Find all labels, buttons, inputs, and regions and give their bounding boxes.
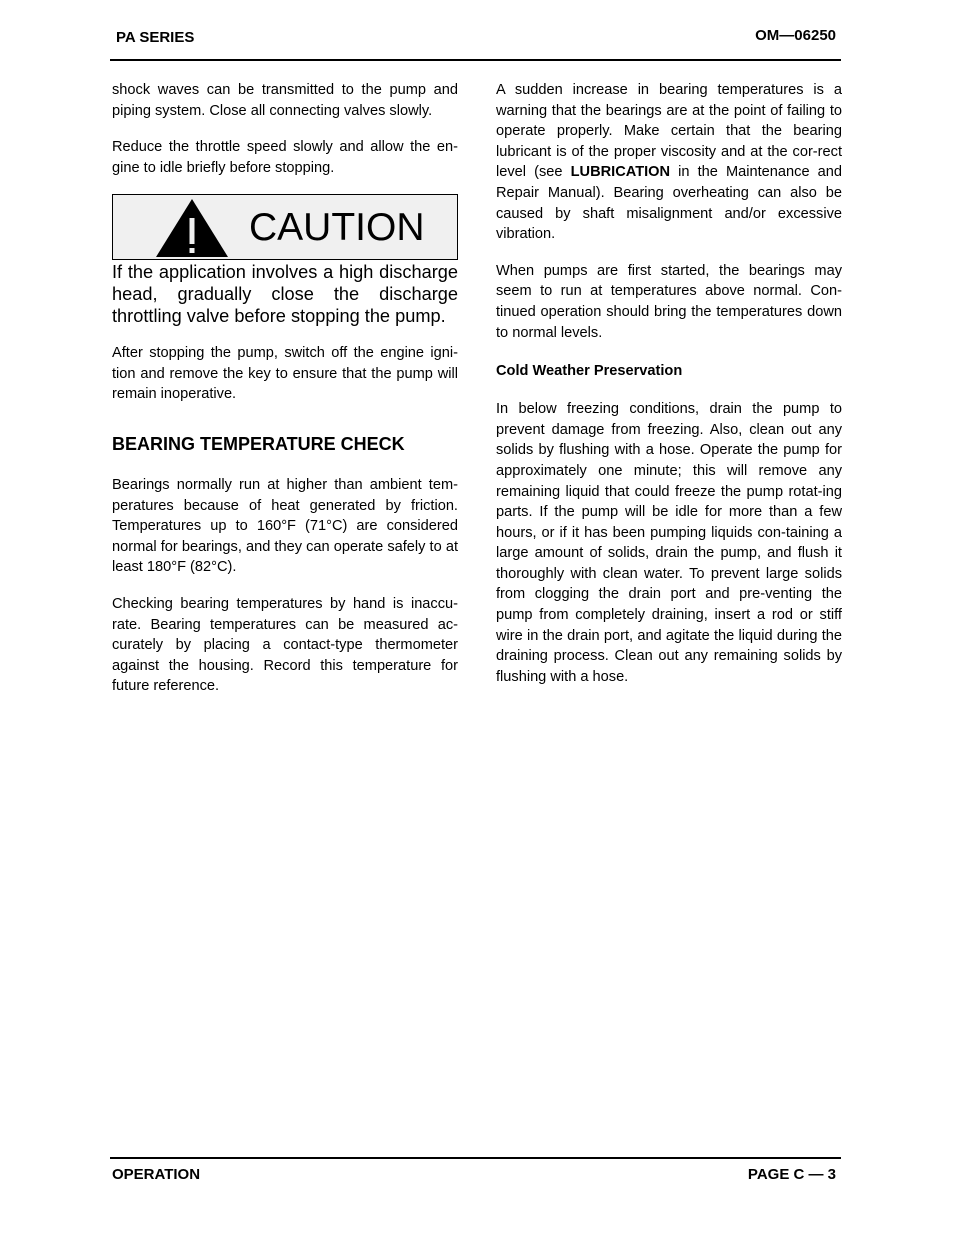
- caution-message: If the application involves a high discharge head, gradually close the discharge throttling valve before stopping the pump.: [112, 262, 458, 326]
- paragraph-text: A sudden increase in bearing temperatures is a warning that the bearings are at the point of failing to operate properly. Make certain that the bearing lubricant is of the proper viscosity and at the cor-rect level (see: [496, 82, 842, 181]
- footer-page-number: PAGE C — 3: [747, 1166, 836, 1183]
- header-series: PA SERIES: [116, 29, 195, 46]
- paragraph: shock waves can be transmitted to the pump and piping system. Close all connecting valves slowly.: [112, 82, 458, 119]
- subsection-title: Cold Weather Preservation: [496, 363, 683, 380]
- paragraph: Checking bearing temperatures by hand is inaccu-rate. Bearing temperatures can be measured ac-curately by placing a contact-type thermometer against the housing. Record this temperature for future reference.: [112, 595, 458, 695]
- paragraph: In below freezing conditions, drain the pump to prevent damage from freezing. Also, clean out any solids by flushing with a hose. Operate the pump for approximately one minute; this will remove any remaining liquid that could freeze the pump rotat-ing parts. If the pump will be idle for more than a few hours, or if it has been pumping liquids con-taining a large amount of solids, drain the pump, and flush it thoroughly with clean water. To prevent large solids from clogging the drain port and pre-venting the pump from completely draining, insert a rod or stiff wire in the drain port, and agitate the liquid during the draining process. Clean out any remaining solids by flushing with a hose.: [496, 401, 842, 685]
- caution-banner: [112, 194, 458, 260]
- footer-section: OPERATION: [112, 1166, 201, 1183]
- paragraph: When pumps are first started, the bearings may seem to run at temperatures above normal. Con-tinued operation should bring the temperatures down to normal levels.: [496, 262, 842, 341]
- lubrication-reference: LUBRICATION: [570, 164, 671, 181]
- warning-triangle-icon: [155, 198, 229, 258]
- right-column: [496, 80, 842, 687]
- paragraph: Bearings normally run at higher than ambient tem-peratures because of heat generated by friction. Temperatures up to 160°F (71°C) are considered normal for bearings, and they can operate safely to at least 180°F (82°C).: [112, 476, 458, 576]
- header-rule: [110, 59, 841, 61]
- section-title: BEARING TEMPERATURE CHECK: [112, 433, 405, 454]
- paragraph: After stopping the pump, switch off the engine igni-tion and remove the key to ensure that the pump will remain inoperative.: [112, 345, 458, 403]
- caution-label: CAUTION: [249, 206, 425, 250]
- footer-rule: [110, 1157, 841, 1159]
- left-column: [112, 80, 458, 697]
- paragraph: Reduce the throttle speed slowly and allow the en-gine to idle briefly before stopping.: [112, 139, 458, 176]
- paragraph-text: in the Maintenance and Repair Manual). Bearing overheating can also be caused by shaft misalignment and/or excessive vibration.: [496, 164, 843, 243]
- paragraph: [496, 80, 842, 245]
- header-doc-number: OM—06250: [755, 27, 836, 44]
